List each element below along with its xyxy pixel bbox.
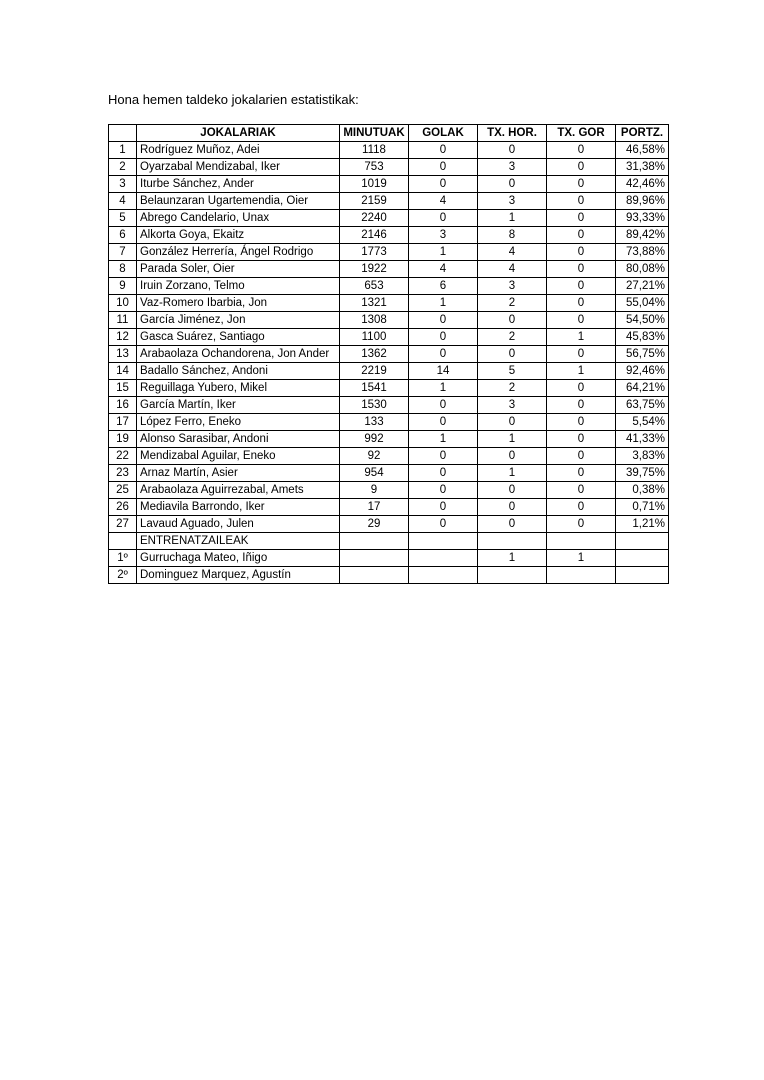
- player-number: 5: [109, 210, 137, 227]
- player-number: 26: [109, 499, 137, 516]
- player-percentage: 31,38%: [616, 159, 669, 176]
- player-name: Rodríguez Muñoz, Adei: [137, 142, 340, 159]
- player-minutes: [340, 550, 409, 567]
- player-yellow-cards: 0: [478, 499, 547, 516]
- table-row: [109, 465, 669, 482]
- player-minutes: 992: [340, 431, 409, 448]
- player-yellow-cards: 1: [478, 465, 547, 482]
- table-row: [109, 244, 669, 261]
- player-percentage: 5,54%: [616, 414, 669, 431]
- player-percentage: 54,50%: [616, 312, 669, 329]
- player-goals: 0: [409, 210, 478, 227]
- player-name: Oyarzabal Mendizabal, Iker: [137, 159, 340, 176]
- player-minutes: 2159: [340, 193, 409, 210]
- player-yellow-cards: [478, 567, 547, 584]
- table-row: [109, 448, 669, 465]
- header-number: [109, 125, 137, 142]
- player-yellow-cards: 8: [478, 227, 547, 244]
- table-row: [109, 397, 669, 414]
- player-minutes: 1100: [340, 329, 409, 346]
- table-row: [109, 278, 669, 295]
- player-minutes: 17: [340, 499, 409, 516]
- player-percentage: 56,75%: [616, 346, 669, 363]
- player-red-cards: 0: [547, 210, 616, 227]
- player-percentage: 46,58%: [616, 142, 669, 159]
- player-minutes: 954: [340, 465, 409, 482]
- player-yellow-cards: 5: [478, 363, 547, 380]
- player-red-cards: 0: [547, 414, 616, 431]
- player-yellow-cards: 0: [478, 312, 547, 329]
- player-name: Mediavila Barrondo, Iker: [137, 499, 340, 516]
- player-name: Arnaz Martín, Asier: [137, 465, 340, 482]
- player-goals: 1: [409, 380, 478, 397]
- player-goals: 0: [409, 142, 478, 159]
- player-red-cards: 0: [547, 227, 616, 244]
- player-yellow-cards: 0: [478, 516, 547, 533]
- player-minutes: 29: [340, 516, 409, 533]
- player-minutes: 2240: [340, 210, 409, 227]
- player-number: 7: [109, 244, 137, 261]
- player-red-cards: 0: [547, 142, 616, 159]
- player-name: Alonso Sarasibar, Andoni: [137, 431, 340, 448]
- player-yellow-cards: 4: [478, 244, 547, 261]
- table-row: [109, 159, 669, 176]
- player-yellow-cards: 4: [478, 261, 547, 278]
- player-red-cards: 0: [547, 295, 616, 312]
- player-goals: 0: [409, 176, 478, 193]
- player-percentage: 55,04%: [616, 295, 669, 312]
- table-row: [109, 193, 669, 210]
- player-minutes: 1773: [340, 244, 409, 261]
- player-number: 9: [109, 278, 137, 295]
- player-percentage: 64,21%: [616, 380, 669, 397]
- header-minutes: MINUTUAK: [340, 125, 409, 142]
- player-number: 19: [109, 431, 137, 448]
- table-row: [109, 210, 669, 227]
- player-yellow-cards: 1: [478, 431, 547, 448]
- player-red-cards: 0: [547, 516, 616, 533]
- player-minutes: 2146: [340, 227, 409, 244]
- table-header-row: [109, 125, 669, 142]
- player-minutes: 1118: [340, 142, 409, 159]
- coach-row: [109, 550, 669, 567]
- player-red-cards: 0: [547, 193, 616, 210]
- player-yellow-cards: 3: [478, 193, 547, 210]
- player-red-cards: 0: [547, 312, 616, 329]
- player-percentage: 80,08%: [616, 261, 669, 278]
- player-number: 25: [109, 482, 137, 499]
- table-row: [109, 346, 669, 363]
- player-percentage: 92,46%: [616, 363, 669, 380]
- player-red-cards: 0: [547, 346, 616, 363]
- player-name: García Jiménez, Jon: [137, 312, 340, 329]
- empty-cell: [616, 533, 669, 550]
- player-name: Arabaolaza Aguirrezabal, Amets: [137, 482, 340, 499]
- empty-cell: [109, 533, 137, 550]
- player-percentage: 0,71%: [616, 499, 669, 516]
- player-goals: 0: [409, 465, 478, 482]
- player-red-cards: 0: [547, 431, 616, 448]
- player-minutes: 1362: [340, 346, 409, 363]
- player-minutes: 133: [340, 414, 409, 431]
- player-percentage: 3,83%: [616, 448, 669, 465]
- table-row: [109, 380, 669, 397]
- table-row: [109, 516, 669, 533]
- player-goals: 0: [409, 414, 478, 431]
- header-goals: GOLAK: [409, 125, 478, 142]
- player-percentage: 42,46%: [616, 176, 669, 193]
- player-percentage: 89,96%: [616, 193, 669, 210]
- player-minutes: [340, 567, 409, 584]
- player-number: 2: [109, 159, 137, 176]
- player-number: 23: [109, 465, 137, 482]
- player-yellow-cards: 2: [478, 380, 547, 397]
- player-percentage: 27,21%: [616, 278, 669, 295]
- player-red-cards: 0: [547, 482, 616, 499]
- player-percentage: 73,88%: [616, 244, 669, 261]
- player-goals: 0: [409, 516, 478, 533]
- player-goals: 0: [409, 329, 478, 346]
- player-percentage: [616, 567, 669, 584]
- player-goals: 14: [409, 363, 478, 380]
- player-minutes: 753: [340, 159, 409, 176]
- player-number: 6: [109, 227, 137, 244]
- player-number: 1: [109, 142, 137, 159]
- player-name: Abrego Candelario, Unax: [137, 210, 340, 227]
- player-goals: 0: [409, 448, 478, 465]
- player-number: 10: [109, 295, 137, 312]
- player-goals: 3: [409, 227, 478, 244]
- player-goals: 1: [409, 295, 478, 312]
- player-number: 15: [109, 380, 137, 397]
- player-number: 13: [109, 346, 137, 363]
- player-goals: [409, 567, 478, 584]
- player-red-cards: 1: [547, 363, 616, 380]
- player-number: 8: [109, 261, 137, 278]
- player-red-cards: 1: [547, 550, 616, 567]
- player-yellow-cards: 0: [478, 414, 547, 431]
- player-percentage: 1,21%: [616, 516, 669, 533]
- page-heading: Hona hemen taldeko jokalarien estatistikak:: [108, 92, 359, 107]
- player-name: Arabaolaza Ochandorena, Jon Ander: [137, 346, 340, 363]
- coach-row: [109, 567, 669, 584]
- player-percentage: 0,38%: [616, 482, 669, 499]
- table-row: [109, 295, 669, 312]
- player-goals: 1: [409, 244, 478, 261]
- player-goals: 0: [409, 159, 478, 176]
- player-minutes: 653: [340, 278, 409, 295]
- player-red-cards: 0: [547, 261, 616, 278]
- header-players: JOKALARIAK: [137, 125, 340, 142]
- table-row: [109, 431, 669, 448]
- player-name: Vaz-Romero Ibarbia, Jon: [137, 295, 340, 312]
- player-percentage: 93,33%: [616, 210, 669, 227]
- player-number: 2º: [109, 567, 137, 584]
- player-goals: 6: [409, 278, 478, 295]
- player-number: 27: [109, 516, 137, 533]
- player-name: Reguillaga Yubero, Mikel: [137, 380, 340, 397]
- player-number: 22: [109, 448, 137, 465]
- player-red-cards: 0: [547, 448, 616, 465]
- table-row: [109, 176, 669, 193]
- player-goals: 0: [409, 499, 478, 516]
- player-percentage: 45,83%: [616, 329, 669, 346]
- player-minutes: 9: [340, 482, 409, 499]
- header-yellow-cards: TX. HOR.: [478, 125, 547, 142]
- player-percentage: 41,33%: [616, 431, 669, 448]
- player-red-cards: 0: [547, 278, 616, 295]
- player-number: 12: [109, 329, 137, 346]
- player-minutes: 1321: [340, 295, 409, 312]
- player-red-cards: 0: [547, 244, 616, 261]
- player-name: Iturbe Sánchez, Ander: [137, 176, 340, 193]
- player-red-cards: 0: [547, 499, 616, 516]
- table-row: [109, 363, 669, 380]
- empty-cell: [547, 533, 616, 550]
- player-goals: 0: [409, 312, 478, 329]
- player-name: Belaunzaran Ugartemendia, Oier: [137, 193, 340, 210]
- player-number: 17: [109, 414, 137, 431]
- player-name: Mendizabal Aguilar, Eneko: [137, 448, 340, 465]
- player-number: 3: [109, 176, 137, 193]
- player-red-cards: [547, 567, 616, 584]
- table-row: [109, 499, 669, 516]
- player-yellow-cards: 3: [478, 159, 547, 176]
- player-name: Dominguez Marquez, Agustín: [137, 567, 340, 584]
- table-row: [109, 261, 669, 278]
- player-yellow-cards: 1: [478, 210, 547, 227]
- player-number: 14: [109, 363, 137, 380]
- player-minutes: 1530: [340, 397, 409, 414]
- player-yellow-cards: 2: [478, 329, 547, 346]
- player-red-cards: 0: [547, 397, 616, 414]
- player-minutes: 1019: [340, 176, 409, 193]
- player-red-cards: 0: [547, 176, 616, 193]
- coaches-section-label: ENTRENATZAILEAK: [137, 533, 340, 550]
- empty-cell: [478, 533, 547, 550]
- player-yellow-cards: 3: [478, 278, 547, 295]
- player-yellow-cards: 1: [478, 550, 547, 567]
- player-yellow-cards: 2: [478, 295, 547, 312]
- empty-cell: [409, 533, 478, 550]
- player-name: Lavaud Aguado, Julen: [137, 516, 340, 533]
- player-name: Iruin Zorzano, Telmo: [137, 278, 340, 295]
- player-name: García Martín, Iker: [137, 397, 340, 414]
- player-minutes: 1541: [340, 380, 409, 397]
- player-goals: 0: [409, 482, 478, 499]
- empty-cell: [340, 533, 409, 550]
- player-goals: 1: [409, 431, 478, 448]
- player-minutes: 92: [340, 448, 409, 465]
- player-yellow-cards: 0: [478, 448, 547, 465]
- player-number: 11: [109, 312, 137, 329]
- header-red-cards: TX. GOR: [547, 125, 616, 142]
- player-goals: 0: [409, 346, 478, 363]
- player-name: Gasca Suárez, Santiago: [137, 329, 340, 346]
- header-percentage: PORTZ.: [616, 125, 669, 142]
- player-percentage: 39,75%: [616, 465, 669, 482]
- player-yellow-cards: 0: [478, 346, 547, 363]
- player-name: Parada Soler, Oier: [137, 261, 340, 278]
- player-number: 16: [109, 397, 137, 414]
- coaches-section-row: [109, 533, 669, 550]
- table-row: [109, 142, 669, 159]
- player-name: Alkorta Goya, Ekaitz: [137, 227, 340, 244]
- player-name: González Herrería, Ángel Rodrigo: [137, 244, 340, 261]
- player-percentage: 63,75%: [616, 397, 669, 414]
- player-minutes: 1308: [340, 312, 409, 329]
- player-yellow-cards: 3: [478, 397, 547, 414]
- table-row: [109, 482, 669, 499]
- player-goals: 4: [409, 193, 478, 210]
- player-red-cards: 0: [547, 159, 616, 176]
- player-goals: [409, 550, 478, 567]
- player-red-cards: 0: [547, 380, 616, 397]
- table-row: [109, 227, 669, 244]
- table-row: [109, 312, 669, 329]
- player-number: 4: [109, 193, 137, 210]
- player-number: 1º: [109, 550, 137, 567]
- player-name: Badallo Sánchez, Andoni: [137, 363, 340, 380]
- table-row: [109, 414, 669, 431]
- player-stats-table: [108, 124, 669, 584]
- player-goals: 4: [409, 261, 478, 278]
- player-name: Gurruchaga Mateo, Iñigo: [137, 550, 340, 567]
- player-red-cards: 0: [547, 465, 616, 482]
- player-minutes: 2219: [340, 363, 409, 380]
- player-yellow-cards: 0: [478, 176, 547, 193]
- player-yellow-cards: 0: [478, 142, 547, 159]
- player-percentage: [616, 550, 669, 567]
- player-goals: 0: [409, 397, 478, 414]
- player-percentage: 89,42%: [616, 227, 669, 244]
- table-body: [109, 142, 669, 584]
- player-minutes: 1922: [340, 261, 409, 278]
- player-yellow-cards: 0: [478, 482, 547, 499]
- table-row: [109, 329, 669, 346]
- player-red-cards: 1: [547, 329, 616, 346]
- player-name: López Ferro, Eneko: [137, 414, 340, 431]
